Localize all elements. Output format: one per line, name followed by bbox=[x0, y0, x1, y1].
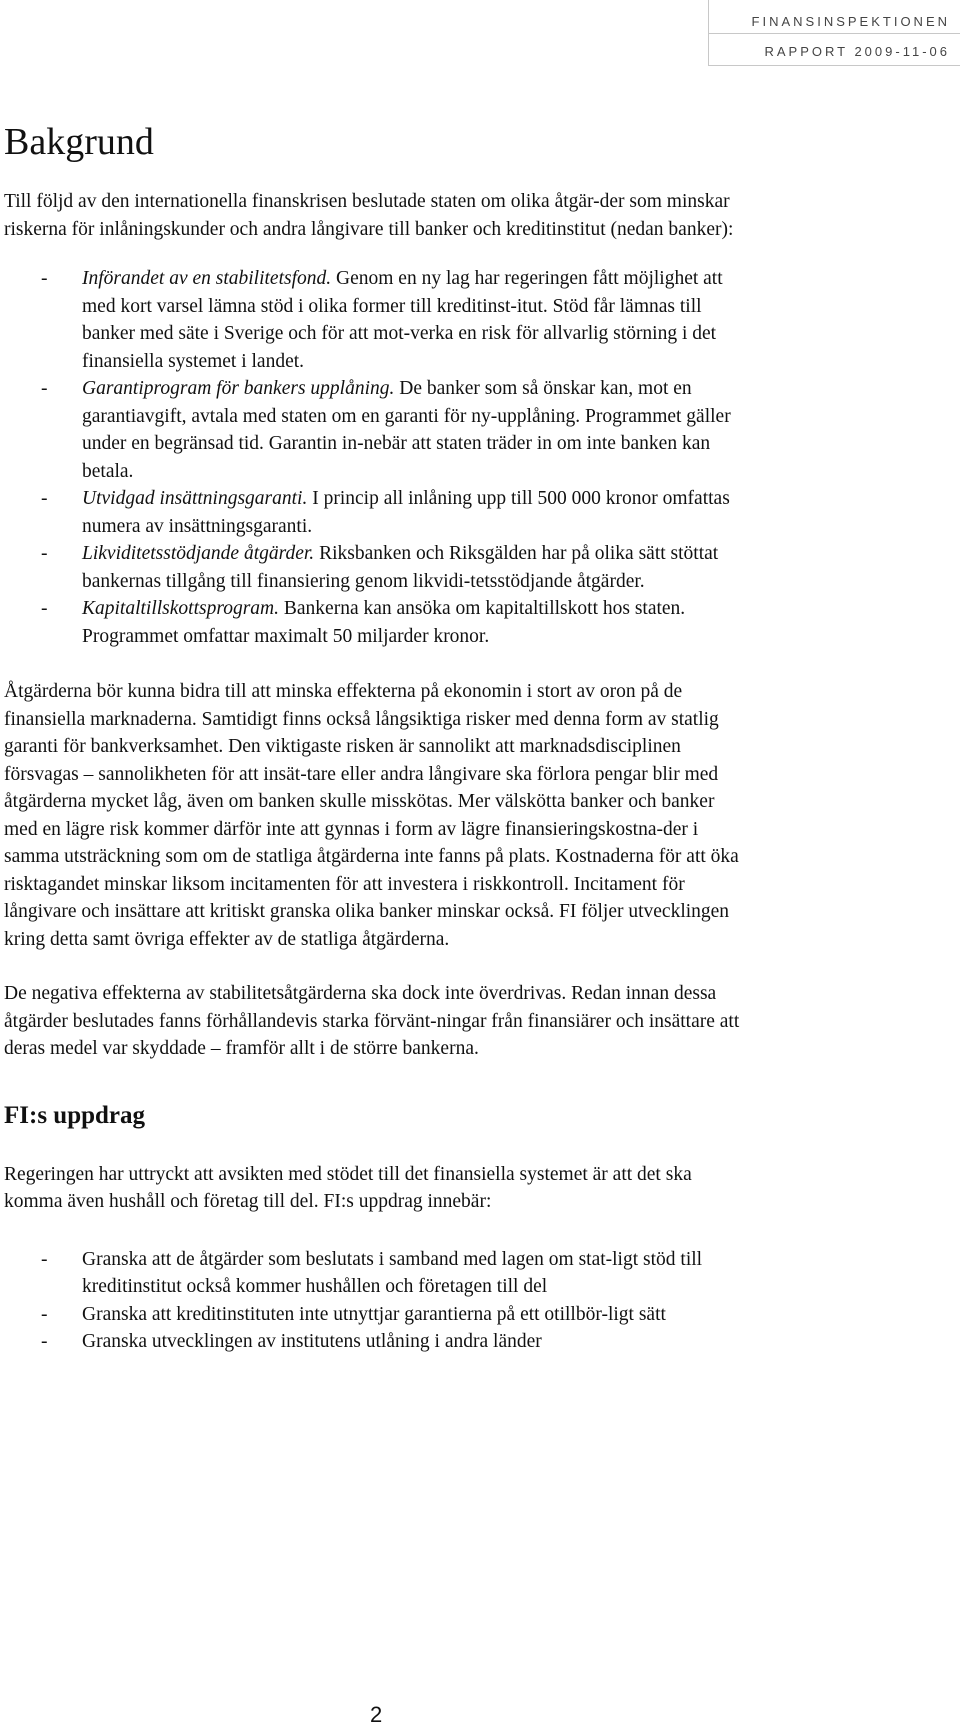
measure-term: Kapitaltillskottsprogram. bbox=[82, 598, 280, 619]
list-dash: - bbox=[41, 543, 48, 564]
list-item bbox=[4, 1328, 752, 1356]
list-item bbox=[4, 540, 752, 595]
list-item bbox=[4, 1301, 752, 1329]
list-item bbox=[4, 265, 752, 375]
list-dash: - bbox=[41, 598, 48, 619]
list-item bbox=[4, 485, 752, 540]
measure-term: Utvidgad insättningsgaranti. bbox=[82, 488, 308, 509]
report-date: RAPPORT 2009-11-06 bbox=[764, 44, 950, 59]
measures-list bbox=[4, 265, 752, 650]
list-dash: - bbox=[41, 1331, 48, 1352]
task-text: Granska utvecklingen av institutens utlåning i andra länder bbox=[82, 1331, 542, 1352]
list-item bbox=[4, 595, 752, 650]
list-item bbox=[4, 1246, 752, 1301]
task-text: Granska att de åtgärder som beslutats i samband med lagen om stat-ligt stöd till kreditinstitut också kommer hushållen och företagen till del bbox=[82, 1248, 703, 1297]
report-header bbox=[708, 0, 960, 66]
intro-paragraph: Till följd av den internationella finanskrisen beslutade staten om olika åtgär-der som minskar riskerna för inlåningskunder och andra långivare till banker och kreditinstitut (nedan banker): bbox=[4, 191, 734, 240]
mission-paragraph: Regeringen har uttryckt att avsikten med stödet till det finansiella systemet är att det ska komma även hushåll och företag till del. FI:s uppdrag innebär: bbox=[4, 1163, 692, 1212]
task-text: Granska att kreditinstituten inte utnyttjar garantierna på ett otillbör-ligt sätt bbox=[82, 1303, 666, 1325]
list-item bbox=[4, 375, 752, 485]
list-dash: - bbox=[41, 488, 48, 509]
effects-paragraph: Åtgärderna bör kunna bidra till att minska effekterna på ekonomin i stort av oron på de finansiella marknaderna. Samtidigt finns också långsiktiga risker med denna form av statlig garanti för bankverksamhet. Den viktigaste risken är sannolikt att marknadsdisciplinen försvagas – sannolikheten för att insät-tare eller andra långivare ska förlora pengar blir med åtgärderna mycket låg, även om banken skulle misskötas. Mer välskötta banker och banker med en lägre risk kommer därför inte att gynnas i form av lägre finansieringskostna-der i samma utsträckning som om de statliga åtgärderna inte fanns på plats. Kostnaderna för att öka risktagandet minskar liksom incitamenten för att investera i riskkontroll. Incitament för långivare och insättare att kritiskt granska olika banker minskar också. FI följer utvecklingen kring detta samt övriga effekter av de statliga åtgärderna. bbox=[4, 681, 739, 950]
measure-term: Likviditetsstödjande åtgärder. bbox=[82, 543, 315, 564]
organization-name: FINANSINSPEKTIONEN bbox=[751, 14, 950, 29]
list-dash: - bbox=[41, 268, 48, 289]
measure-term: Införandet av en stabilitetsfond. bbox=[82, 268, 332, 289]
list-dash: - bbox=[41, 1248, 48, 1270]
document-body bbox=[4, 118, 752, 1356]
measure-text: Riksbanken och Riksgälden har på olika sätt stöttat bankernas tillgång till finansiering genom likvidi-tetsstödjande åtgärder. bbox=[82, 543, 719, 592]
page-number: 2 bbox=[370, 1702, 383, 1727]
measure-term: Garantiprogram för bankers upplåning. bbox=[82, 378, 395, 399]
negative-effects-paragraph: De negativa effekterna av stabilitetsåtgärderna ska dock inte överdrivas. Redan innan dessa åtgärder beslutades fanns förhållandevis starka förvänt-ningar från finansiärer och insättare att deras medel var skyddade – framför allt i de större bankerna. bbox=[4, 983, 740, 1059]
page-title: Bakgrund bbox=[4, 121, 154, 163]
tasks-list bbox=[4, 1246, 752, 1356]
list-dash: - bbox=[41, 1303, 48, 1325]
section-title: FI:s uppdrag bbox=[4, 1101, 146, 1129]
header-divider bbox=[709, 33, 960, 34]
measure-text: Genom en ny lag har regeringen fått möjlighet att med kort varsel lämna stöd i olika former till kreditinst-itut. Stöd får lämnas till banker med säte i Sverige och för att mot-verka en risk för allvarlig störning i det finansiella systemet i landet. bbox=[82, 268, 723, 372]
measure-text: De banker som så önskar kan, mot en garantiavgift, avtala med staten om en garanti för ny-upplåning. Programmet gäller under en begränsad tid. Garantin in-nebär att staten träder in om inte banken kan betala. bbox=[82, 378, 731, 482]
list-dash: - bbox=[41, 378, 48, 399]
measure-text: I princip all inlåning upp till 500 000 kronor omfattas numera av insättningsgaranti. bbox=[82, 488, 730, 537]
measure-text: Bankerna kan ansöka om kapitaltillskott hos staten. Programmet omfattar maximalt 50 miljarder kronor. bbox=[82, 598, 686, 647]
